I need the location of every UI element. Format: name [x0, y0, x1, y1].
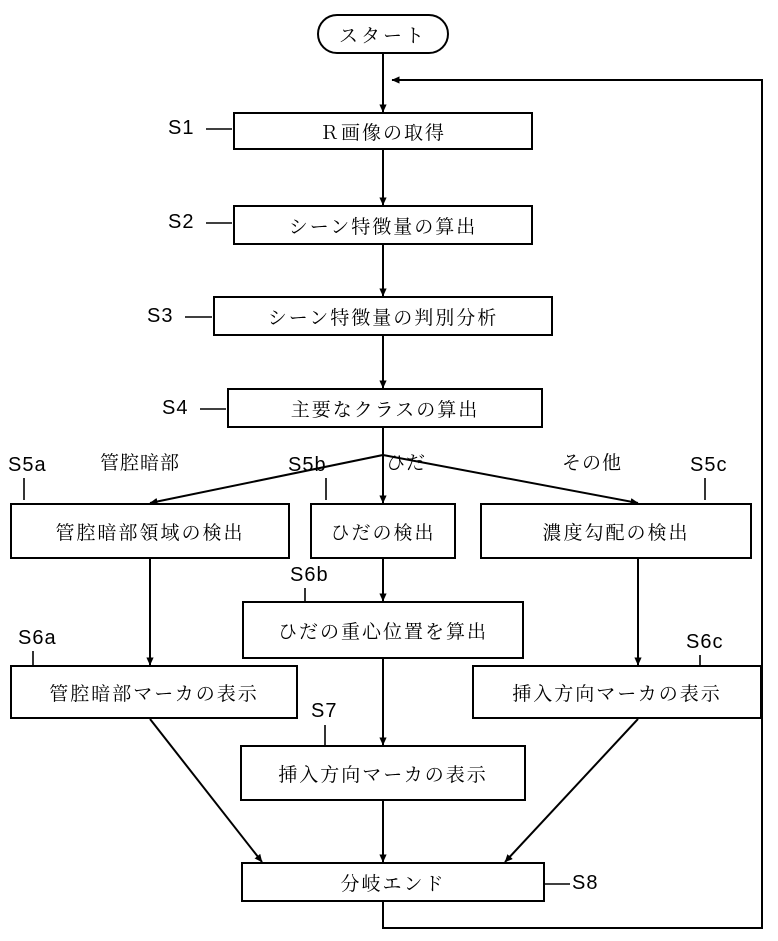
node-start-label: スタート [338, 25, 427, 47]
node-s3-label: シーン特徴量の判別分析 [267, 307, 499, 329]
node-s5b [310, 503, 456, 559]
step-tag-s1: S1 [168, 117, 195, 139]
step-tag-s3: S3 [147, 305, 174, 327]
node-start [317, 14, 449, 54]
node-s7 [240, 745, 526, 801]
node-s3 [213, 296, 553, 336]
step-tag-s6a: S6a [18, 627, 57, 649]
node-s6a [10, 665, 298, 719]
node-s1-label: Ｒ画像の取得 [319, 122, 446, 144]
node-s4 [227, 388, 543, 428]
node-s6b-label: ひだの重心位置を算出 [277, 621, 488, 643]
branch-label-center: ひだ [386, 453, 427, 474]
step-tag-s8: S8 [572, 872, 599, 894]
node-s6c-label: 挿入方向マーカの表示 [512, 683, 722, 705]
node-s8 [241, 862, 545, 902]
node-s6b [242, 601, 524, 659]
node-s2 [233, 205, 533, 245]
step-tag-s5c: S5c [690, 454, 728, 476]
node-s2-label: シーン特徴量の算出 [288, 216, 478, 238]
node-s7-label: 挿入方向マーカの表示 [278, 764, 488, 786]
step-tag-s7: S7 [311, 700, 338, 722]
step-tag-s5a: S5a [8, 454, 47, 476]
branch-label-right: その他 [562, 453, 623, 474]
node-s6c [472, 665, 762, 719]
step-tag-s6b: S6b [290, 564, 329, 586]
node-s1 [233, 112, 533, 150]
node-s5c-label: 濃度勾配の検出 [542, 522, 690, 544]
node-s6a-label: 管腔暗部マーカの表示 [49, 683, 259, 705]
step-tag-s4: S4 [162, 397, 189, 419]
node-s5a [10, 503, 290, 559]
step-tag-s2: S2 [168, 211, 195, 233]
node-s5b-label: ひだの検出 [330, 522, 436, 544]
step-tag-s6c: S6c [686, 631, 724, 653]
node-s5c [480, 503, 752, 559]
node-s5a-label: 管腔暗部領域の検出 [55, 522, 245, 544]
step-tag-s5b: S5b [288, 454, 327, 476]
node-s8-label: 分岐エンド [340, 873, 446, 895]
node-s4-label: 主要なクラスの算出 [290, 399, 480, 421]
branch-label-left: 管腔暗部 [100, 453, 181, 474]
